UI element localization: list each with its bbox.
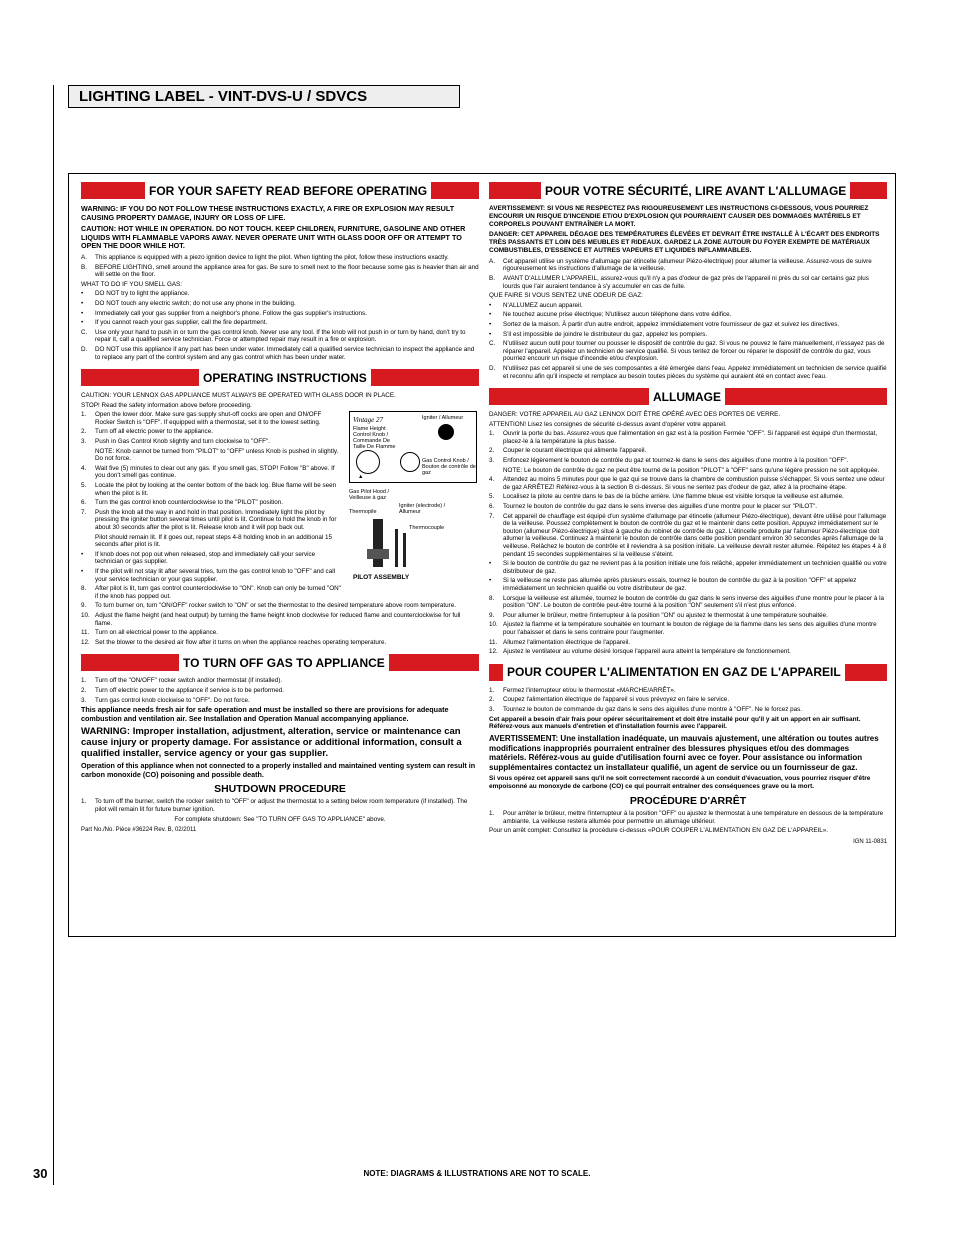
list-heading: ATTENTION! Lisez les consignes de sécurité ci-dessus avant d'opérer votre appareil. bbox=[489, 420, 727, 428]
pilot-assembly-label: PILOT ASSEMBLY bbox=[353, 574, 410, 582]
list-item: 10. Ajustez la flamme et la température souhaitée en tournant le bouton de réglage de la flamme dans les sens des aiguilles d'une montre pour l'abaisser et dans le sens contraire pour l'augmenter. bbox=[489, 621, 877, 636]
scale-note: NOTE: DIAGRAMS & ILLUSTRATIONS ARE NOT TO SCALE. bbox=[363, 1169, 591, 1178]
list-item: 5. Localisez la pilote au centre dans le bas de la bûche arrière. Une flamme bleue est visible lorsque la veilleuse est allumée. bbox=[489, 493, 844, 501]
part-number-row bbox=[81, 827, 479, 833]
french-column bbox=[489, 174, 887, 936]
list-item: D. DO NOT use this appliance if any part has been under water. Immediately call a qualified service technician to inspect the appliance and to replace any part of the control system and any gas control which has been under water. bbox=[81, 345, 475, 361]
gas-knob-label: Gas Control Knob / Bouton de contrôle de gaz bbox=[422, 458, 476, 477]
list-item: Pilot should remain lit. If it goes out, repeat steps 4-8 holding knob in an additional 15 seconds after pilot is lit. bbox=[95, 533, 332, 549]
complete-shutdown: For complete shutdown: See "TO TURN OFF GAS TO APPLIANCE" above. bbox=[174, 815, 386, 823]
red-bar bbox=[489, 182, 541, 199]
list-item: 12. Set the blower to the desired air flow after it turns on when the appliance reaches operating temperature. bbox=[81, 638, 387, 646]
list-item: • If knob does not pop out when released, stop and immediately call your service technician or gas supplier. bbox=[81, 550, 316, 566]
list-heading: QUE FAIRE SI VOUS SENTEZ UNE ODEUR DE GAZ: bbox=[489, 292, 643, 300]
list-item: 1. Open the lower door. Make sure gas supply shut-off cocks are open and ON/OFF Rocker Switch is "OFF". If equipped with a thermostat, set it to the lowest setting. bbox=[81, 411, 322, 426]
control-panel-diagram bbox=[349, 411, 477, 483]
list-item: C. Use only your hand to push in or turn the gas control knob. Never use any tool. If the knob will not push in or turn by hand, don't try to repair it, call a qualified service technician. Force or attempted repair may result in a fire or explosion. bbox=[81, 328, 466, 344]
operating-header bbox=[81, 369, 479, 386]
list-item: • Sortez de la maison. À partir d'un autre endroit, appelez immédiatement votre fournisseur de gaz et suivez les directives. bbox=[489, 320, 840, 328]
ign-row bbox=[489, 839, 887, 845]
danger-text: DANGER: CET APPAREIL DÉGAGE DES TEMPÉRATURES ÉLEVÉES ET DEVRAIT ÊTRE INSTALLÉ À L'ÉCART DES ENDROITS TRÈS PASSANTS ET LOIN DES MEUBLES ET RIDEAUX. GARDEZ LA ZONE AUTOUR DU FOYER EXEMPTE DE MATÉRIAUX COMBUSTIBLES, D'ESSENCE ET AUTRES VAPEURS ET LIQUIDES INFLAMMABLES. bbox=[489, 231, 880, 254]
thermopile-label: Thermopile bbox=[349, 509, 377, 516]
page-number: 30 bbox=[33, 1166, 48, 1181]
red-bar bbox=[489, 388, 649, 405]
knob-label: Flame Height Control Knob / Commande De Taille De Flamme bbox=[353, 426, 396, 451]
warning-text bbox=[81, 205, 479, 222]
knob-icon bbox=[356, 450, 380, 474]
red-bar bbox=[489, 664, 503, 681]
list-item: C. N'utilisez aucun outil pour tourner ou pousser le dispositif de contrôle du gaz. Si vous ne pouvez le faire manuellement, n'essayez pas de réparer l'appareil. Appelez un technicien de service qualifié. Si vous tentez de forcer ou réparer le dispositif de contrôle du gaz, vous pourriez encourir un risque d'incendie et/ou d'explosion. bbox=[489, 340, 885, 363]
venting-text: Operation of this appliance when not connected to a properly installed and maintained venting system can result in carbon monoxide (CO) poisoning and possible death. bbox=[81, 761, 476, 779]
list-item: 4. Attendez au moins 5 minutes pour que le gaz qui se trouve dans la chambre de combustion puisse s'échapper. Si vous sentez une odeur de gaz ARRÊTEZ! Référez-vous à la section B ci-dessus. Si vous ne sentez pas d'odeur de gaz, allez à la prochaine étape. bbox=[489, 476, 885, 491]
venting-text: Si vous opérez cet appareil sans qu'il ne soit correctement raccordé à un conduit d'évacuation, vous pourriez risquer d'être empoisonné au monoxyde de carbone (CO) ce qui pourrait entraîner des conséquences grave ou la mort. bbox=[489, 775, 871, 791]
red-bar bbox=[389, 654, 479, 671]
list-item: • DO NOT touch any electric switch; do not use any phone in the building. bbox=[81, 299, 296, 307]
list-item: 1. To turn off the burner, switch the rocker switch to "OFF" or adjust the thermostat to a setting below room temperature (if installed). The pilot will remain lit for future burner ignition. bbox=[81, 798, 468, 814]
list-item: 1. Turn off the "ON/OFF" rocker switch and/or thermostat (if installed). bbox=[81, 677, 283, 685]
list-item: 2. Coupez l'alimentation électrique de l'appareil si vous prévoyez en faire le service. bbox=[489, 696, 730, 704]
list-item: B. BEFORE LIGHTING, smell around the appliance area for gas. Be sure to smell next to the floor because some gas is heavier than air and will settle on the floor. bbox=[81, 263, 479, 279]
list-item: 9. Pour allumer le brûleur, mettre l'interrupteur à la position "ON" ou ajustez le thermostat à une température souhaitée. bbox=[489, 611, 828, 619]
diagram-area bbox=[349, 411, 479, 589]
couper-header bbox=[489, 664, 887, 681]
list-item: 12. Ajustez le ventilateur au volume désiré lorsque l'appareil aura atteint la température de fonctionnement. bbox=[489, 648, 791, 656]
igniter-rod-icon bbox=[395, 529, 398, 567]
list-item: 5. Locate the pilot by looking at the center bottom of the back log. Blue flame will be seen when the pilot is lit. bbox=[81, 482, 337, 497]
list-item: 1. Ouvrir la porte du bas. Assurez-vous que l'alimentation en gaz est à la position Fermée "OFF". Si l'appareil est équipé d'un thermostat, placez-le à la température la plus basse. bbox=[489, 430, 878, 445]
list-item: A. This appliance is equipped with a piezo ignition device to light the pilot. When lighting the pilot, follow these instructions exactly. bbox=[81, 253, 449, 261]
caution-text bbox=[81, 225, 479, 251]
list-item: 9. To turn burner on, turn "ON/OFF" rocker switch to "ON" or set the thermostat to the desired temperature above room temperature. bbox=[81, 602, 457, 610]
pilot-base-icon bbox=[367, 549, 389, 559]
list-item: 3. Turn gas control knob clockwise to "OFF". Do not force. bbox=[81, 696, 250, 704]
list-heading: WHAT TO DO IF YOU SMELL GAS: bbox=[81, 280, 183, 288]
red-bar bbox=[431, 182, 479, 199]
fresh-air-text: Cet appareil a besoin d'air frais pour opérer sécuritairement et doit être installé pour qu'il y ait un apport en air suffisant. Référez-vous aux manuels d'entretien et d'installation fournis avec l'appareil. bbox=[489, 715, 861, 731]
pilot-assembly-diagram bbox=[349, 489, 477, 589]
shutdown-title: PROCÉDURE D'ARRÊT bbox=[629, 795, 747, 808]
list-item: 2. Turn off electric power to the appliance if service is to be performed. bbox=[81, 686, 284, 694]
complete-shutdown: Pour un arrêt complet: Consultez la procédure ci-dessus «POUR COUPER L'ALIMENTATION EN GAZ DE L'APPAREIL». bbox=[489, 827, 829, 835]
red-bar bbox=[81, 369, 199, 386]
list-item: 1. Pour arrêter le brûleur, mettre l'interrupteur à la position "OFF" ou ajustez le thermostat à une température en dessous de la température ambiante. La veilleuse restera allumée pour permettre un allumage ultérieur. bbox=[489, 810, 884, 825]
list-item: 3. Enfoncez légèrement le bouton de contrôle du gaz et tournez-le dans le sens des aiguilles d'une montre à la position "OFF". bbox=[489, 457, 849, 465]
igniter-button-icon bbox=[438, 424, 454, 440]
list-item: NOTE: Le bouton de contrôle du gaz ne peut être tourné de la position "PILOT" à "OFF" sans qu'une légère pression ne soit appliquée. bbox=[503, 466, 880, 474]
turn-off-header bbox=[81, 654, 479, 671]
safety-header-fr bbox=[489, 182, 887, 199]
list-item: 7. Cet appareil de chauffage est équipé d'un système d'allumage par étincelle (allumeur Piézo-électrique), devant être utilisé pour l'allumage de la veilleuse. Poussez complètement le bouton de contrôle du gaz et le maintenir dans cette position. Appuyez immédiatement sur le bouton (allumeur Piézo-électrique) situé à gauche du robinet de contrôle du gaz. L'étincelle produite par l'allumeur Piézo-électrique doit allumer la veilleuse. Continuez à maintenir le bouton de contrôle dans cette position pendant environ 30 secondes après l'allumage de la veilleuse. Relâchez le bouton de contrôle et il reviendra à sa position initiale. La veilleuse devrait rester allumée. Répétez les étapes 4 à 8 pendant 15 secondes supplémentaires si la veilleuse s'éteint. bbox=[489, 512, 887, 558]
list-item: D. N'utilisez pas cet appareil si une de ses composantes a été émergée dans l'eau. Appelez immédiatement un technicien de service qualifié et reconnu afin qu'il inspecte et remplace au besoin toutes pièces du système qui auraient été en contact avec l'eau. bbox=[489, 364, 887, 380]
list-heading: DANGER: VOTRE APPAREIL AU GAZ LENNOX DOIT ÊTRE OPÉRÉ AVEC DES PORTES DE VERRE. bbox=[489, 411, 781, 419]
list-item: 6. Tournez le bouton de contrôle du gaz dans le sens inverse des aiguilles d'une montre pour le placer sur "PILOT". bbox=[489, 503, 818, 511]
thermocouple-rod-icon bbox=[403, 533, 406, 567]
list-item: 3. Push in Gas Control Knob slightly and turn clockwise to "OFF". bbox=[81, 438, 270, 446]
allumage-header bbox=[489, 388, 887, 405]
ign-number: IGN 11-0831 bbox=[853, 838, 887, 845]
page-title: LIGHTING LABEL - VINT-DVS-U / SDVCS bbox=[68, 85, 460, 108]
list-item: 10. Adjust the flame height (and heat output) by turning the flame height knob clockwise for reduced flame and counterclockwise for full flame. bbox=[81, 611, 461, 627]
red-bar bbox=[81, 182, 145, 199]
list-heading: CAUTION: YOUR LENNOX GAS APPLIANCE MUST ALWAYS BE OPERATED WITH GLASS DOOR IN PLACE. bbox=[81, 392, 396, 400]
list-item: • If the pilot will not stay lit after several tries, turn the gas control knob to "OFF" and call your service technician or your gas supplier. bbox=[81, 567, 336, 583]
list-item: • DO NOT try to light the appliance. bbox=[81, 290, 190, 298]
list-item: • S'il est impossible de joindre le distributeur du gaz, appelez les pompiers. bbox=[489, 330, 708, 338]
part-number: Part No./No. Pièce #36224 Rev. B, 02/2011 bbox=[81, 827, 197, 834]
english-column bbox=[81, 174, 479, 936]
list-item: NOTE: Knob cannot be turned from "PILOT" to "OFF" unless Knob is pushed in slightly. Do not force. bbox=[95, 447, 339, 463]
triangle-icon: ▲ bbox=[358, 474, 364, 481]
red-bar bbox=[81, 654, 179, 671]
list-item: 4. Wait five (5) minutes to clear out any gas. If you smell gas, STOP! Follow "B" above. If you don't smell gas continue. bbox=[81, 464, 335, 480]
margin-rule bbox=[53, 85, 54, 1185]
pilot-hood-label: Gas Pilot Hood / Veilleuse à gaz bbox=[349, 489, 390, 502]
list-item: • Si le bouton de contrôle du gaz ne revient pas à la position initiale une fois relâché, appeler immédiatement un technicien qualifié ou votre distributeur de gaz. bbox=[489, 560, 887, 575]
list-item: 8. After pilot is lit, turn gas control counterclockwise to "ON". Knob can only be turned "ON" if the knob has popped out. bbox=[81, 585, 341, 600]
red-bar bbox=[850, 182, 887, 199]
caution-lead: CAUTION: bbox=[81, 224, 117, 234]
red-bar bbox=[845, 664, 887, 681]
list-item: • N'ALLUMEZ aucun appareil. bbox=[489, 301, 583, 309]
list-item: 6. Turn the gas control knob counterclockwise to the "PILOT" position. bbox=[81, 499, 283, 507]
list-item: 2. Turn off all electric power to the appliance. bbox=[81, 428, 213, 436]
pilot-body-icon bbox=[373, 519, 383, 567]
red-bar bbox=[725, 388, 887, 405]
warning-body: IF YOU DO NOT FOLLOW THESE INSTRUCTIONS EXACTLY, A FIRE OR EXPLOSION MAY RESULT CAUSING PROPERTY DAMAGE, INJURY OR LOSS OF LIFE. bbox=[81, 204, 455, 222]
list-heading: STOP! Read the safety information above before proceeding. bbox=[81, 401, 252, 409]
list-item: 8. Lorsque la veilleuse est allumée, tournez le bouton de contrôle du gaz dans le sens inverse des aiguilles d'une montre pour le placer à la position "ON". Le bouton de contrôle peut-être tourné à la position "ON" seulement s'il n'est plus enfoncé. bbox=[489, 594, 884, 610]
section-title: POUR COUPER L'ALIMENTATION EN GAZ DE L'APPAREIL bbox=[507, 665, 841, 680]
warning-lead: WARNING: bbox=[81, 204, 119, 213]
warning-text: AVERTISSEMENT: SI VOUS NE RESPECTEZ PAS RIGOUREUSEMENT LES INSTRUCTIONS CI-DESSOUS, VOUS POURRIEZ ENCOURIR UN RISQUE D'INCENDIE ET/OU D'EXPLOSION QUI POURRAIENT CAUSER DES DOMMAGES MATÉRIELS ET CORPORELS POUVANT ENTRAÎNER LA MORT. bbox=[489, 205, 869, 228]
section-title: FOR YOUR SAFETY READ BEFORE OPERATING bbox=[149, 183, 428, 198]
safety-header bbox=[81, 182, 479, 199]
list-item: • If you cannot reach your gas supplier, call the fire department. bbox=[81, 319, 268, 327]
igniter-label: Igniter (electrode) / Allumeur bbox=[399, 503, 446, 516]
igniter-button-label: Igniter / Allumeur bbox=[422, 415, 464, 422]
list-item: • Si la veilleuse ne reste pas allumée après plusieurs essais, tournez le bouton de contrôle du gaz à la position "OFF" et appelez immédiatement un technicien qualifié ou votre distributeur de gaz. bbox=[489, 577, 857, 592]
red-bar bbox=[371, 369, 479, 386]
fresh-air-text: This appliance needs fresh air for safe operation and must be installed so there are provisions for adequate combustion and ventilation air. See Installation and Operation Manual accompanying appliance. bbox=[81, 705, 449, 723]
section-title: POUR VOTRE SÉCURITÉ, LIRE AVANT L'ALLUMAGE bbox=[545, 183, 847, 198]
thermocouple-label: Thermocouple bbox=[409, 525, 445, 532]
section-title: TO TURN OFF GAS TO APPLIANCE bbox=[183, 655, 385, 670]
list-item: • Immediately call your gas supplier from a neighbor's phone. Follow the gas supplier's instructions. bbox=[81, 309, 367, 317]
list-item: B. AVANT D'ALLUMER L'APPAREIL, assurez-vous qu'il n'y a pas d'odeur de gaz près de l'appareil ni près du sol car certains gaz plus lourds que l'air auraient tendance à s'y accumuler en cas de fuite. bbox=[489, 274, 869, 290]
list-item: 1. Fermez l'interrupteur et/ou le thermostat «MARCHE/ARRÊT». bbox=[489, 686, 676, 694]
lighting-label bbox=[68, 173, 896, 937]
warning-installation: AVERTISSEMENT: Une installation inadéquate, un mauvais ajustement, une altération ou toutes autres modifications inappropriés pourraient entraîner des blessures physiques et/ou des dommages matériels. Référez-vous au guide d'utilisation fourni avec ce foyer. Pour assistance ou information supplémentaires contactez un installateur qualifié, un agent de service ou un fournisseur de gaz. bbox=[489, 734, 879, 772]
gas-knob-icon bbox=[400, 452, 420, 472]
list-item: • Ne touchez aucune prise électrique; N'utilisez aucun téléphone dans votre édifice. bbox=[489, 311, 732, 319]
list-item: 11. Allumez l'alimentation électrique de l'appareil. bbox=[489, 638, 631, 646]
warning-installation: WARNING: Improper installation, adjustment, alteration, service or maintenance can cause injury or property damage. For assistance or additional information, consult a qualified installer, service agency or your gas supplier. bbox=[81, 726, 462, 760]
caution-body: HOT WHILE IN OPERATION. DO NOT TOUCH. KEEP CHILDREN, FURNITURE, GASOLINE AND OTHER LIQUIDS WITH FLAMMABLE VAPORS AWAY. NEVER OPERATE UNIT WITH GLASS DOOR OFF OR ATTEMPT TO OPEN THE DOOR WHILE HOT. bbox=[81, 224, 466, 251]
section-title: ALLUMAGE bbox=[653, 389, 721, 404]
list-item: 7. Push the knob all the way in and hold in that position. Immediately light the pilot by pressing the igniter button several times until pilot is lit. Continue to hold the knob in for about 30 seconds after the pilot is lit. Release knob and it will pop back out. bbox=[81, 508, 337, 531]
vintage-label: Vintage 27 bbox=[353, 416, 384, 425]
list-item: A. Cet appareil utilise un système d'allumage par étincelle (allumeur Piézo-électrique) pour allumer la veilleuse. Assurez-vous de suivre rigoureusement les instructions d'allumage de la veilleuse. bbox=[489, 257, 872, 273]
list-item: 3. Tournez le bouton de commande du gaz dans le sens des aiguilles d'une montre à "OFF". Ne le forcez pas. bbox=[489, 705, 802, 713]
list-item: 2. Couper le courant électrique qui alimente l'appareil. bbox=[489, 447, 647, 455]
list-item: 11. Turn on all electrical power to the appliance. bbox=[81, 629, 218, 637]
section-title: OPERATING INSTRUCTIONS bbox=[203, 370, 367, 385]
shutdown-title: SHUTDOWN PROCEDURE bbox=[214, 783, 346, 796]
